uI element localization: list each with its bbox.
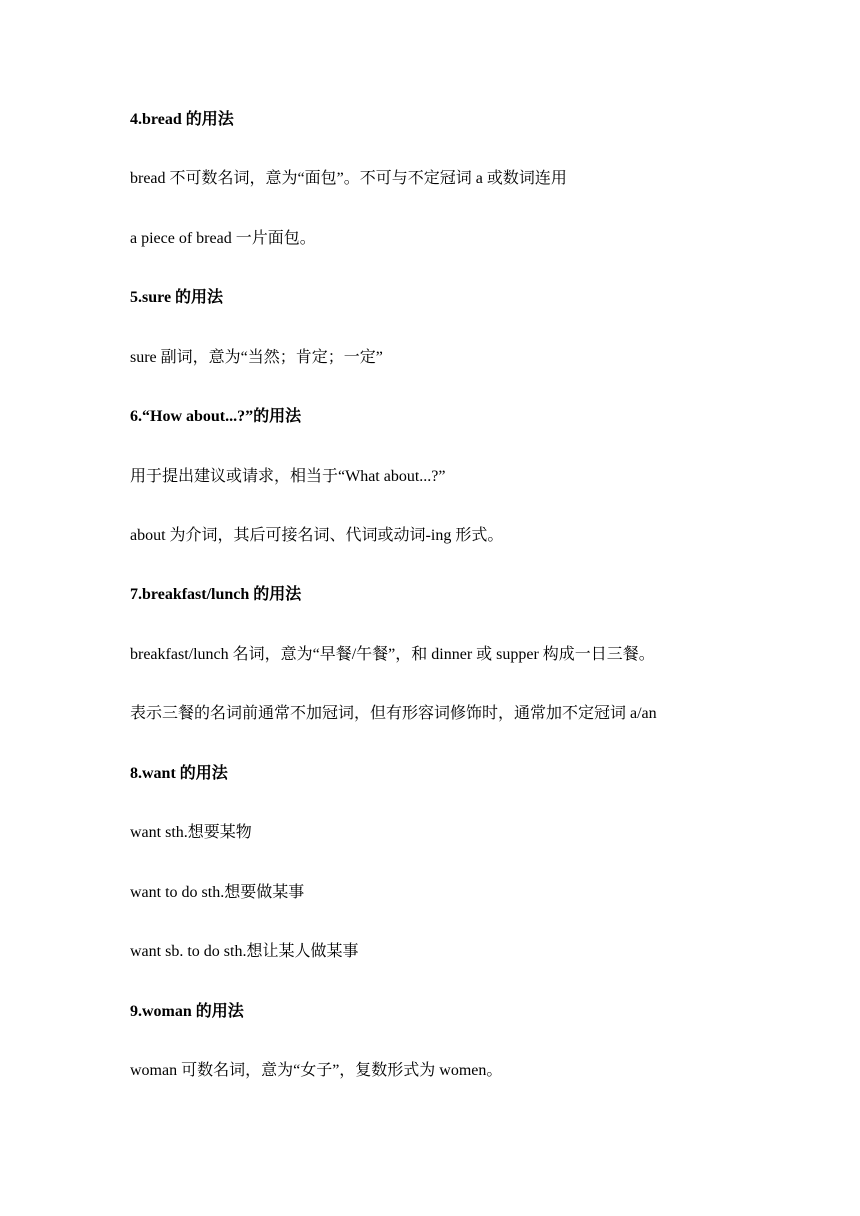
paragraph-bread-example: a piece of bread 一片面包。 [130,230,316,247]
section-heading-bread: 4.bread 的用法 [130,111,234,128]
section-heading-sure: 5.sure 的用法 [130,289,224,306]
paragraph-bread-definition: bread 不可数名词，意为“面包”。不可与不定冠词 a 或数词连用 [130,170,567,187]
paragraph-meals-articles: 表示三餐的名词前通常不加冠词，但有形容词修饰时，通常加不定冠词 a/an [130,705,657,722]
paragraph-want-sth: want sth.想要某物 [130,824,252,841]
paragraph-woman-definition: woman 可数名词，意为“女子”，复数形式为 women。 [130,1062,503,1079]
paragraph-about-preposition: about 为介词，其后可接名词、代词或动词-ing 形式。 [130,527,504,544]
section-heading-want: 8.want 的用法 [130,765,228,782]
section-heading-breakfast-lunch: 7.breakfast/lunch 的用法 [130,586,302,603]
section-heading-how-about: 6.“How about...?”的用法 [130,408,302,425]
paragraph-sure-definition: sure 副词，意为“当然；肯定；一定” [130,349,383,366]
paragraph-want-sb-to-do: want sb. to do sth.想让某人做某事 [130,943,359,960]
paragraph-meals-definition: breakfast/lunch 名词，意为“早餐/午餐”，和 dinner 或 supper 构成一日三餐。 [130,646,655,663]
paragraph-how-about-usage: 用于提出建议或请求，相当于“What about...?” [130,468,446,485]
section-heading-woman: 9.woman 的用法 [130,1003,244,1020]
paragraph-want-to-do: want to do sth.想要做某事 [130,884,305,901]
